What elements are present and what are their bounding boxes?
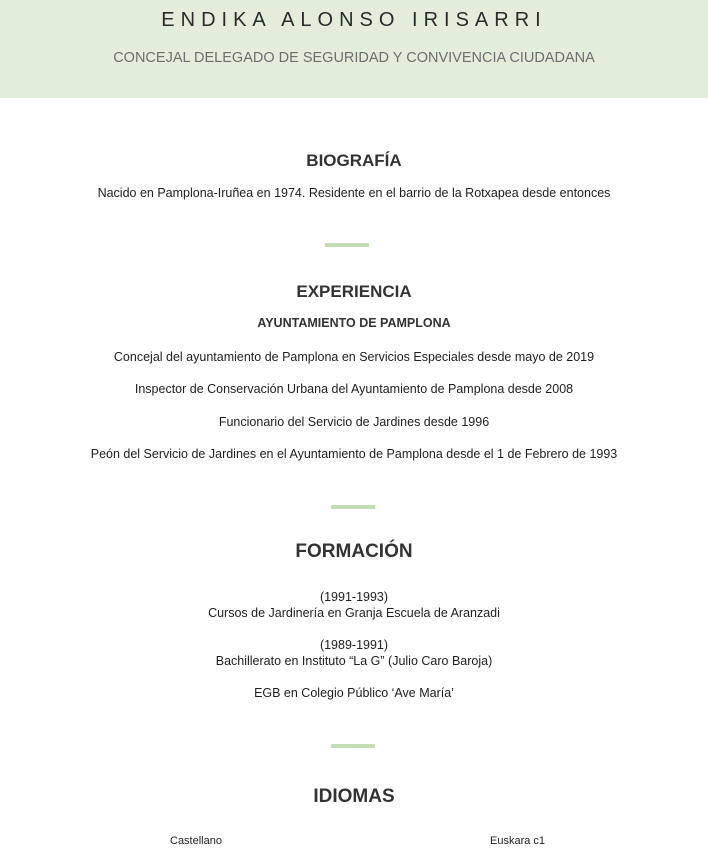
formacion-item: Bachillerato en Instituto “La G” (Julio Caro Baroja) xyxy=(215,654,493,668)
formacion-years: (1989-1991) xyxy=(319,638,389,652)
language-item: Euskara c1 xyxy=(490,835,546,847)
header-banner xyxy=(0,0,708,98)
biografia-text: Nacido en Pamplona-Iruñea en 1974. Residente en el barrio de la Rotxapea desde entonces xyxy=(97,186,611,200)
experiencia-employer: AYUNTAMIENTO DE PAMPLONA xyxy=(257,316,451,330)
section-divider xyxy=(325,243,369,247)
formacion-item: Cursos de Jardinería en Granja Escuela de Aranzadi xyxy=(208,606,500,620)
experiencia-item: Concejal del ayuntamiento de Pamplona en Servicios Especiales desde mayo de 2019 xyxy=(113,350,595,364)
experiencia-item: Funcionario del Servicio de Jardines desde 1996 xyxy=(218,415,490,429)
language-item: Castellano xyxy=(170,835,222,847)
section-title-experiencia: EXPERIENCIA xyxy=(296,282,412,301)
formacion-item: EGB en Colegio Público ‘Ave María’ xyxy=(254,686,454,700)
section-divider xyxy=(331,505,375,509)
experiencia-item: Peón del Servicio de Jardines en el Ayuntamiento de Pamplona desde el 1 de Febrero de 1993 xyxy=(90,447,618,461)
section-divider xyxy=(331,744,375,748)
person-role: CONCEJAL DELEGADO DE SEGURIDAD Y CONVIVENCIA CIUDADANA xyxy=(113,50,595,66)
formacion-years: (1991-1993) xyxy=(319,590,389,604)
section-title-idiomas: IDIOMAS xyxy=(313,786,395,807)
section-title-formacion: FORMACIÓN xyxy=(295,541,413,562)
section-title-biografia: BIOGRAFÍA xyxy=(306,151,402,170)
person-name: ENDIKA ALONSO IRISARRI xyxy=(161,9,547,31)
experiencia-item: Inspector de Conservación Urbana del Ayuntamiento de Pamplona desde 2008 xyxy=(134,382,574,396)
